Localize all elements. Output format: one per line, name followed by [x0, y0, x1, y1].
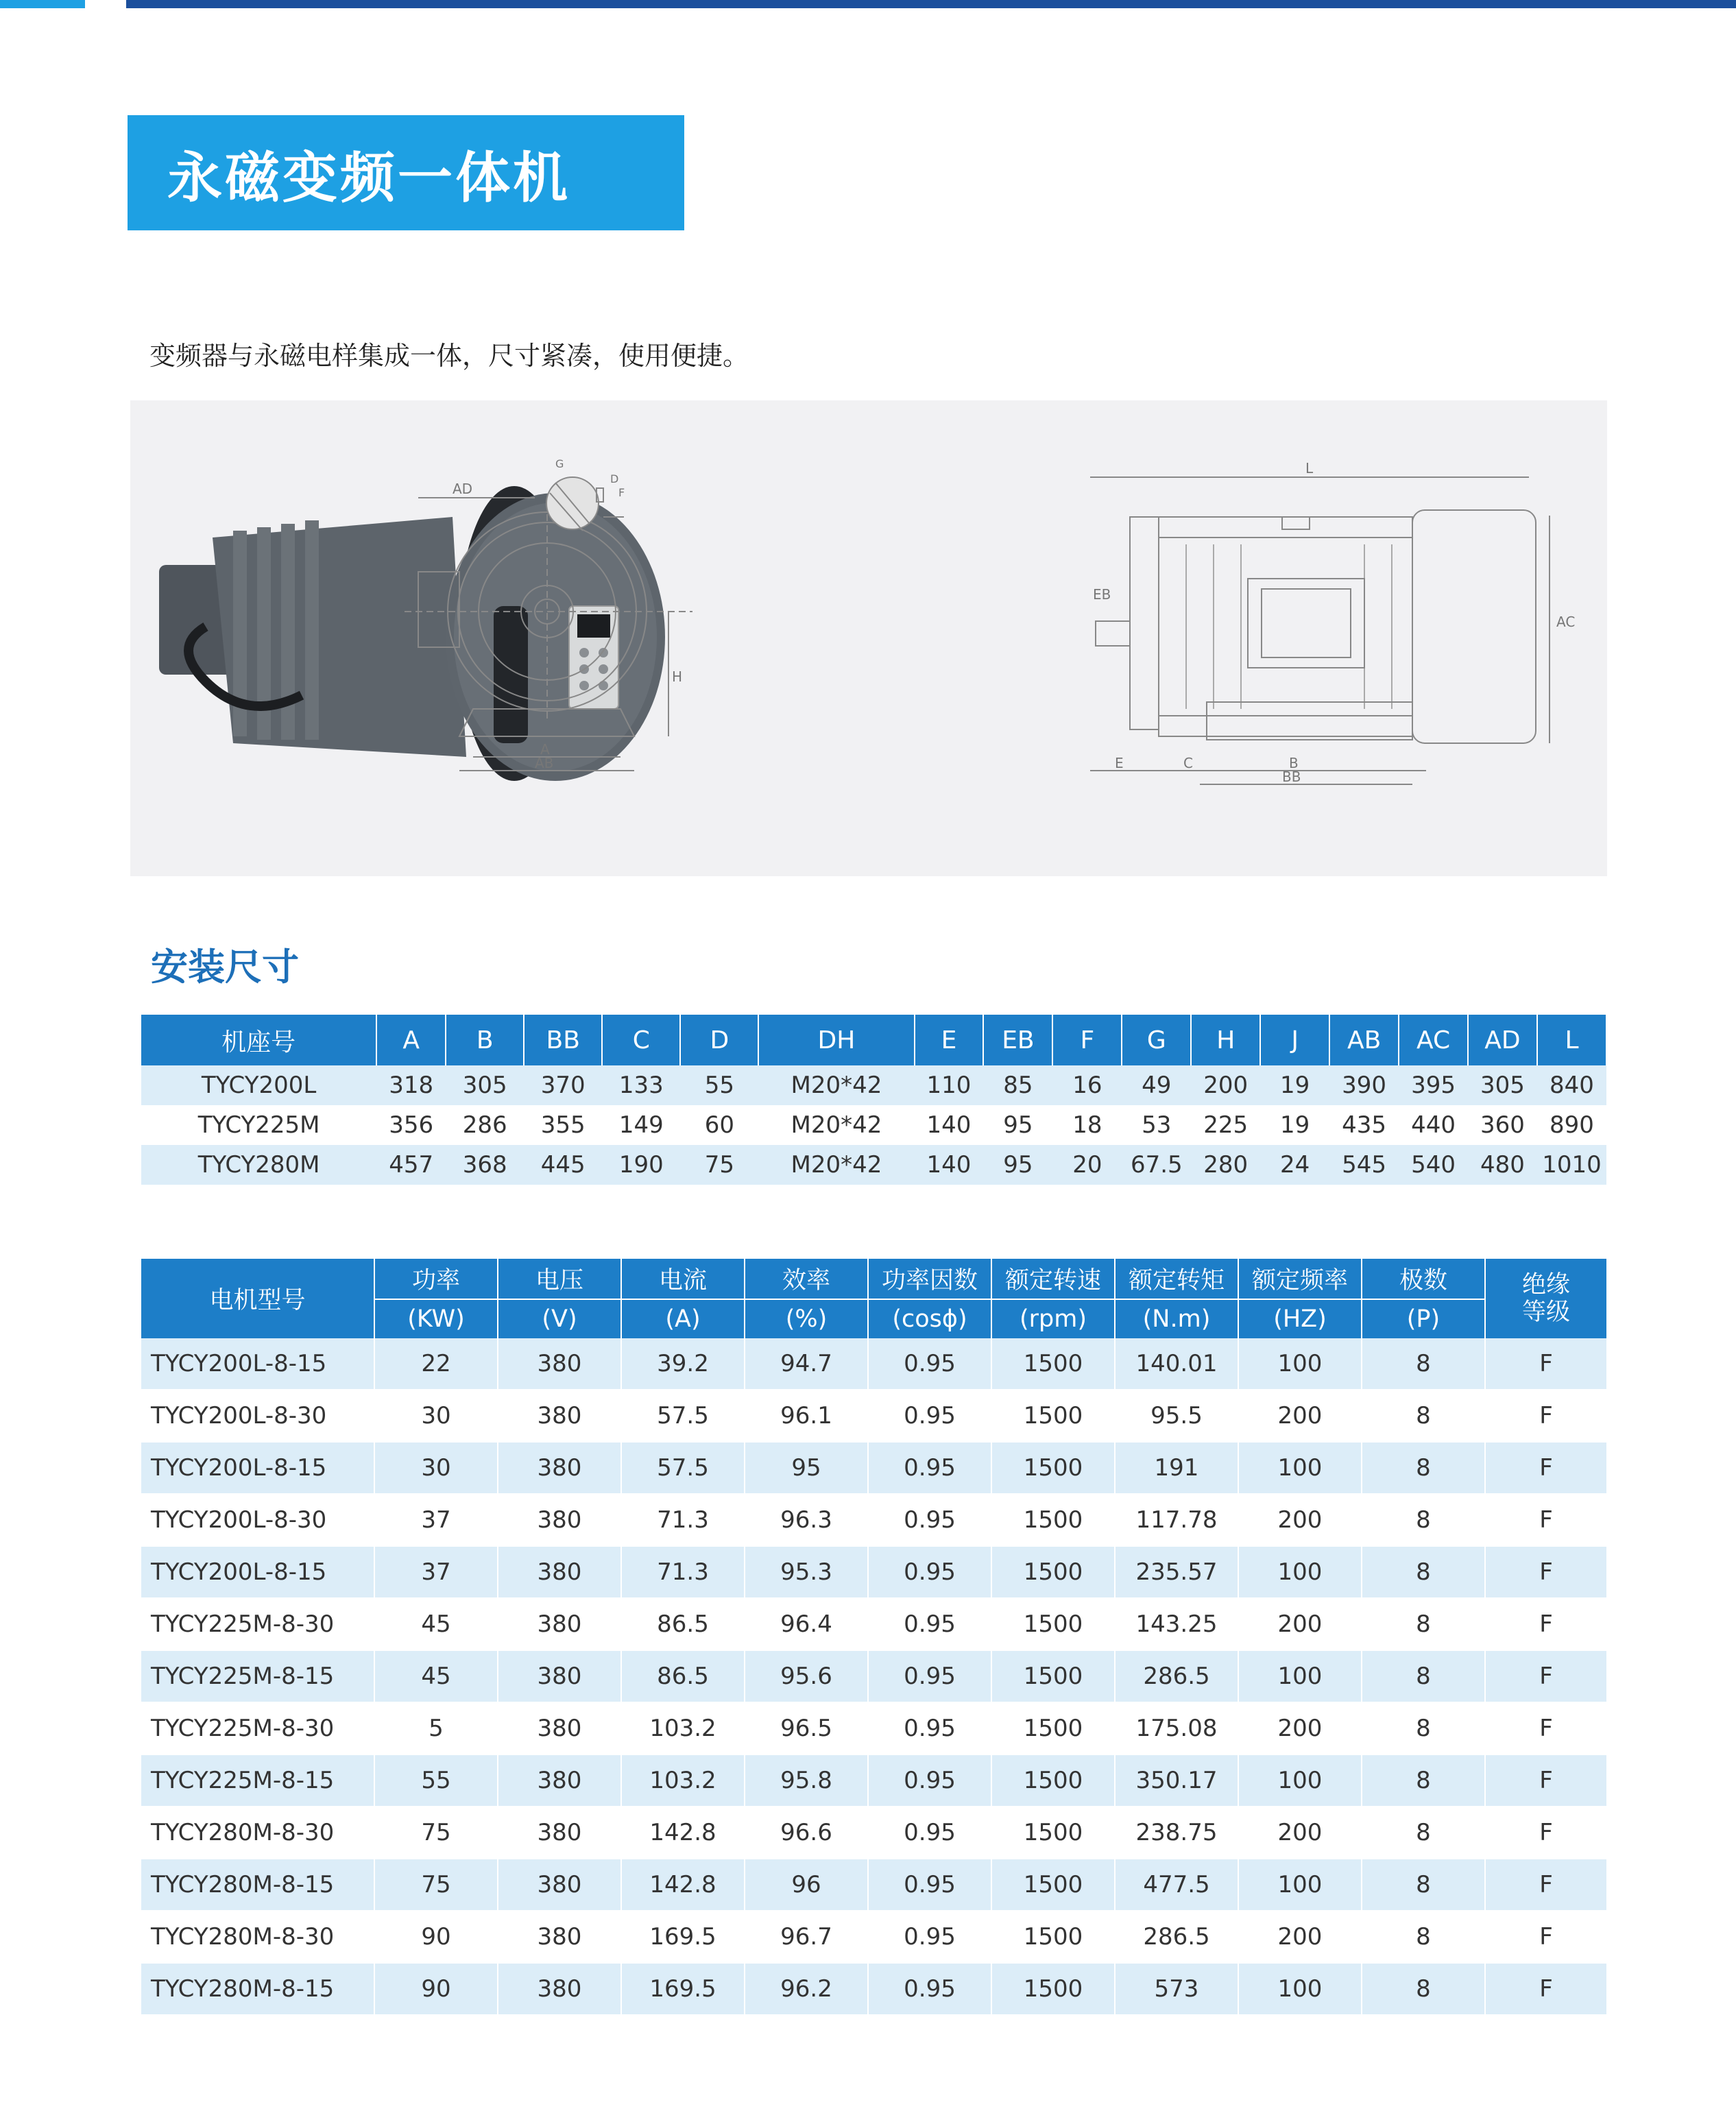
table-cell: 225 — [1203, 1111, 1249, 1139]
table-cell: 1500 — [991, 1338, 1115, 1390]
table-cell: 110 — [915, 1065, 984, 1105]
label-H: H — [672, 668, 683, 685]
table-cell: 24 — [1260, 1145, 1329, 1185]
table-cell: 350.17 — [1115, 1754, 1238, 1807]
table-cell: 0.95 — [868, 1598, 991, 1650]
table-cell: 169.5 — [621, 1911, 745, 1963]
table-cell: F — [1485, 1702, 1607, 1754]
dim-header-cell: EB — [983, 1015, 1052, 1065]
table-row — [141, 1911, 1607, 1963]
table-cell: 45 — [374, 1650, 498, 1702]
table-cell: 305 — [1468, 1065, 1537, 1105]
header-column-unit: (P) — [1362, 1299, 1485, 1338]
label-B: B — [1289, 755, 1299, 771]
model-cell: TYCY225M-8-30 — [141, 1598, 374, 1650]
table-cell: 60 — [704, 1111, 734, 1139]
header-column-unit: (KW) — [374, 1299, 498, 1338]
dim-header-cell: A — [376, 1015, 446, 1065]
table-cell: 75 — [374, 1859, 498, 1911]
table-cell: F — [1485, 1859, 1607, 1911]
table-cell: 1500 — [991, 1546, 1115, 1598]
table-cell: 94.7 — [745, 1338, 868, 1390]
table-cell: 55 — [374, 1754, 498, 1807]
table-cell: 8 — [1362, 1442, 1485, 1494]
table-cell: 1500 — [991, 1807, 1115, 1859]
table-cell: 53 — [1142, 1111, 1172, 1139]
table-cell: 380 — [498, 1494, 621, 1546]
dim-header-cell: B — [446, 1015, 524, 1065]
label-BB: BB — [1282, 769, 1301, 785]
table-cell: F — [1485, 1598, 1607, 1650]
table-row — [141, 1390, 1607, 1442]
dim-header-cell: C — [602, 1015, 680, 1065]
table-cell: TYCY280M — [141, 1145, 376, 1185]
table-row — [141, 1442, 1607, 1494]
table-cell: 37 — [374, 1546, 498, 1598]
table-cell: M20*42 — [758, 1065, 914, 1105]
table-cell: F — [1485, 1754, 1607, 1807]
table-cell: 200 — [1238, 1494, 1362, 1546]
table-cell: 86.5 — [621, 1650, 745, 1702]
table-cell: 200 — [1238, 1390, 1362, 1442]
dim-header-cell: BB — [524, 1015, 602, 1065]
table-cell: 143.25 — [1115, 1598, 1238, 1650]
table-cell: 355 — [540, 1111, 586, 1139]
table-cell: 37 — [374, 1494, 498, 1546]
table-cell: 440 — [1411, 1111, 1456, 1139]
model-cell: TYCY280M-8-15 — [141, 1963, 374, 2015]
table-cell: 0.95 — [868, 1963, 991, 2015]
model-cell: TYCY280M-8-15 — [141, 1859, 374, 1911]
table-row — [141, 1702, 1607, 1754]
product-figure-panel — [130, 400, 1607, 876]
header-column-unit: (V) — [498, 1299, 621, 1338]
table-cell: 95.6 — [745, 1650, 868, 1702]
model-cell: TYCY225M-8-15 — [141, 1650, 374, 1702]
table-cell: 8 — [1362, 1650, 1485, 1702]
table-cell: 0.95 — [868, 1702, 991, 1754]
table-cell: 30 — [374, 1442, 498, 1494]
dim-header-cell: 机座号 — [141, 1015, 376, 1065]
table-row — [141, 1546, 1607, 1598]
table-cell: 140 — [926, 1111, 972, 1139]
specs-table-header-row — [141, 1259, 1607, 1299]
model-cell: TYCY200L-8-30 — [141, 1390, 374, 1442]
model-cell: TYCY225M-8-15 — [141, 1754, 374, 1807]
table-cell: TYCY225M — [197, 1111, 320, 1139]
model-cell: TYCY200L-8-15 — [141, 1442, 374, 1494]
table-cell: 95 — [1003, 1111, 1033, 1139]
table-cell: 0.95 — [868, 1911, 991, 1963]
label-AD: AD — [453, 481, 473, 497]
dim-header-cell: L — [1537, 1015, 1606, 1065]
table-cell: F — [1485, 1963, 1607, 2015]
table-cell: 305 — [446, 1065, 524, 1105]
table-cell: 200 — [1238, 1598, 1362, 1650]
table-cell: 318 — [376, 1065, 446, 1105]
table-row — [141, 1338, 1607, 1390]
table-cell: 8 — [1362, 1390, 1485, 1442]
table-cell: F — [1485, 1650, 1607, 1702]
dim-header-cell: AB — [1329, 1015, 1399, 1065]
table-cell: 0.95 — [868, 1338, 991, 1390]
table-cell: 1500 — [991, 1494, 1115, 1546]
table-cell: F — [1485, 1390, 1607, 1442]
header-column-name: 效率 — [745, 1259, 868, 1299]
table-cell: 380 — [498, 1911, 621, 1963]
label-AC: AC — [1556, 614, 1576, 630]
table-cell: 8 — [1362, 1598, 1485, 1650]
table-cell: 200 — [1191, 1065, 1260, 1105]
table-cell: 0.95 — [868, 1390, 991, 1442]
table-cell: 1500 — [991, 1442, 1115, 1494]
table-cell: 100 — [1238, 1859, 1362, 1911]
table-cell: 96.7 — [745, 1911, 868, 1963]
table-cell: 8 — [1362, 1494, 1485, 1546]
table-cell: 90 — [374, 1911, 498, 1963]
table-cell: 39.2 — [621, 1338, 745, 1390]
dimensions-table — [141, 1015, 1607, 1185]
label-D: D — [610, 472, 619, 485]
table-cell: 573 — [1115, 1963, 1238, 2015]
table-row — [141, 1963, 1607, 2015]
table-cell: 22 — [374, 1338, 498, 1390]
table-cell: 380 — [498, 1598, 621, 1650]
table-cell: 8 — [1362, 1546, 1485, 1598]
table-cell: 140.01 — [1115, 1338, 1238, 1390]
table-row — [141, 1859, 1607, 1911]
table-cell: 96.5 — [745, 1702, 868, 1754]
table-cell: 90 — [374, 1963, 498, 2015]
section-title: 安装尺寸 — [151, 945, 299, 989]
top-header-bar — [126, 0, 1736, 8]
table-cell: 8 — [1362, 1859, 1485, 1911]
table-cell: TYCY200L — [141, 1065, 376, 1105]
table-cell: 175.08 — [1115, 1702, 1238, 1754]
table-cell: 133 — [602, 1065, 680, 1105]
label-A: A — [540, 741, 550, 758]
table-cell: 200 — [1238, 1702, 1362, 1754]
table-cell: 30 — [374, 1390, 498, 1442]
table-cell: M20*42 — [791, 1111, 882, 1139]
specs-table — [141, 1259, 1608, 2016]
table-cell: 95 — [983, 1145, 1052, 1185]
table-cell: 8 — [1362, 1911, 1485, 1963]
header-column-unit: (HZ) — [1238, 1299, 1362, 1338]
table-row — [141, 1598, 1607, 1650]
table-cell: 1500 — [991, 1754, 1115, 1807]
table-cell: 8 — [1362, 1754, 1485, 1807]
dim-header-cell: D — [680, 1015, 758, 1065]
header-column-name: 额定转矩 — [1115, 1259, 1238, 1299]
table-cell: 19 — [1260, 1065, 1329, 1105]
table-cell: 49 — [1122, 1065, 1191, 1105]
table-cell: F — [1485, 1494, 1607, 1546]
table-cell: 96.3 — [745, 1494, 868, 1546]
dim-header-cell: F — [1052, 1015, 1122, 1065]
table-cell: 95.5 — [1115, 1390, 1238, 1442]
table-cell: 100 — [1238, 1338, 1362, 1390]
table-cell: 540 — [1399, 1145, 1468, 1185]
table-cell: 96.1 — [745, 1390, 868, 1442]
table-cell: 103.2 — [621, 1702, 745, 1754]
table-cell: 0.95 — [868, 1650, 991, 1702]
table-cell: 286.5 — [1115, 1650, 1238, 1702]
table-cell: 149 — [618, 1111, 664, 1139]
table-cell: 545 — [1329, 1145, 1399, 1185]
table-cell: 8 — [1362, 1338, 1485, 1390]
top-accent-bar — [0, 0, 85, 8]
header-column-name: 额定频率 — [1238, 1259, 1362, 1299]
table-cell: 18 — [1072, 1111, 1102, 1139]
table-cell: 445 — [524, 1145, 602, 1185]
dim-header-cell: AC — [1399, 1015, 1468, 1065]
table-cell: 75 — [374, 1807, 498, 1859]
table-cell: 280 — [1191, 1145, 1260, 1185]
table-cell: 380 — [498, 1754, 621, 1807]
table-cell: 191 — [1115, 1442, 1238, 1494]
table-cell: 71.3 — [621, 1494, 745, 1546]
table-cell: 100 — [1238, 1650, 1362, 1702]
table-cell: 55 — [680, 1065, 758, 1105]
table-row — [141, 1145, 1606, 1185]
table-cell: 117.78 — [1115, 1494, 1238, 1546]
model-cell: TYCY280M-8-30 — [141, 1807, 374, 1859]
table-cell: 1500 — [991, 1963, 1115, 2015]
table-cell: 86.5 — [621, 1598, 745, 1650]
label-C: C — [1183, 755, 1193, 771]
table-row — [141, 1807, 1607, 1859]
table-cell: 356 — [389, 1111, 434, 1139]
header-column-unit: (A) — [621, 1299, 745, 1338]
dim-header-cell: DH — [758, 1015, 914, 1065]
table-cell: 368 — [446, 1145, 524, 1185]
model-cell: TYCY225M-8-30 — [141, 1702, 374, 1754]
table-cell: 200 — [1238, 1911, 1362, 1963]
table-cell: 103.2 — [621, 1754, 745, 1807]
table-cell: 19 — [1280, 1111, 1310, 1139]
table-cell: 96.4 — [745, 1598, 868, 1650]
table-cell: 380 — [498, 1807, 621, 1859]
dimensions-table-header — [141, 1015, 1606, 1065]
label-AB: AB — [535, 755, 554, 771]
table-cell: 96 — [745, 1859, 868, 1911]
table-cell: F — [1485, 1442, 1607, 1494]
table-cell: 840 — [1537, 1065, 1606, 1105]
table-cell: F — [1485, 1807, 1607, 1859]
table-cell: M20*42 — [758, 1145, 914, 1185]
table-cell: 360 — [1480, 1111, 1525, 1139]
table-cell: 1500 — [991, 1911, 1115, 1963]
table-cell: 75 — [680, 1145, 758, 1185]
label-F: F — [618, 486, 625, 499]
table-cell: 380 — [498, 1442, 621, 1494]
table-row — [141, 1650, 1607, 1702]
table-cell: 380 — [498, 1650, 621, 1702]
table-cell: 96.6 — [745, 1807, 868, 1859]
table-cell: 8 — [1362, 1702, 1485, 1754]
header-column-name: 电流 — [621, 1259, 745, 1299]
table-row — [141, 1754, 1607, 1807]
model-cell: TYCY200L-8-15 — [141, 1546, 374, 1598]
table-cell: 16 — [1052, 1065, 1122, 1105]
label-E: E — [1115, 755, 1124, 771]
model-cell: TYCY200L-8-15 — [141, 1338, 374, 1390]
table-cell: 57.5 — [621, 1442, 745, 1494]
dim-header-cell: E — [915, 1015, 984, 1065]
table-cell: 100 — [1238, 1963, 1362, 2015]
table-cell: 5 — [374, 1702, 498, 1754]
table-cell: 235.57 — [1115, 1546, 1238, 1598]
table-cell: 286.5 — [1115, 1911, 1238, 1963]
table-row — [141, 1105, 1606, 1145]
header-model: 电机型号 — [141, 1259, 374, 1338]
table-cell: 71.3 — [621, 1546, 745, 1598]
table-cell: 100 — [1238, 1442, 1362, 1494]
table-cell: 380 — [498, 1859, 621, 1911]
product-description: 变频器与永磁电样集成一体，尺寸紧凑，使用便捷。 — [149, 341, 749, 371]
table-cell: 0.95 — [868, 1859, 991, 1911]
header-column-unit: (cosϕ) — [868, 1299, 991, 1338]
page-title: 永磁变频一体机 — [128, 115, 684, 230]
table-cell: 380 — [498, 1702, 621, 1754]
table-cell: F — [1485, 1911, 1607, 1963]
table-cell: F — [1485, 1546, 1607, 1598]
table-cell: 380 — [498, 1338, 621, 1390]
table-cell: 142.8 — [621, 1859, 745, 1911]
table-row — [141, 1065, 1606, 1105]
table-cell: 67.5 — [1122, 1145, 1191, 1185]
table-cell: 95.3 — [745, 1546, 868, 1598]
table-cell: 1010 — [1537, 1145, 1606, 1185]
table-cell: 1500 — [991, 1702, 1115, 1754]
table-cell: 380 — [498, 1390, 621, 1442]
header-column-name: 功率 — [374, 1259, 498, 1299]
table-cell: 435 — [1342, 1111, 1387, 1139]
table-cell: 190 — [602, 1145, 680, 1185]
table-cell: 380 — [498, 1546, 621, 1598]
header-insulation-class: 绝缘 等级 — [1485, 1259, 1607, 1338]
table-cell: 890 — [1550, 1111, 1594, 1139]
product-drawings — [130, 400, 1607, 876]
table-cell: 0.95 — [868, 1807, 991, 1859]
table-cell: 200 — [1238, 1807, 1362, 1859]
table-cell: F — [1485, 1338, 1607, 1390]
table-cell: 0.95 — [868, 1754, 991, 1807]
table-cell: 0.95 — [868, 1442, 991, 1494]
table-row — [141, 1494, 1607, 1546]
table-cell: 1500 — [991, 1859, 1115, 1911]
table-cell: 96.2 — [745, 1963, 868, 2015]
table-cell: 480 — [1468, 1145, 1537, 1185]
table-cell: 286 — [462, 1111, 507, 1139]
label-L: L — [1305, 460, 1314, 476]
table-cell: 8 — [1362, 1807, 1485, 1859]
table-cell: 95 — [745, 1442, 868, 1494]
table-cell: 100 — [1238, 1754, 1362, 1807]
table-cell: 169.5 — [621, 1963, 745, 2015]
table-cell: 1500 — [991, 1650, 1115, 1702]
dim-header-cell: J — [1260, 1015, 1329, 1065]
table-cell: 477.5 — [1115, 1859, 1238, 1911]
table-cell: 57.5 — [621, 1390, 745, 1442]
table-cell: 0.95 — [868, 1546, 991, 1598]
header-column-unit: (N.m) — [1115, 1299, 1238, 1338]
model-cell: TYCY200L-8-30 — [141, 1494, 374, 1546]
dim-header-cell: AD — [1468, 1015, 1537, 1065]
table-cell: 20 — [1052, 1145, 1122, 1185]
table-cell: 85 — [983, 1065, 1052, 1105]
table-cell: 142.8 — [621, 1807, 745, 1859]
table-cell: 1500 — [991, 1390, 1115, 1442]
table-cell: 0.95 — [868, 1494, 991, 1546]
table-cell: 100 — [1238, 1546, 1362, 1598]
table-cell: 95.8 — [745, 1754, 868, 1807]
header-column-name: 额定转速 — [991, 1259, 1115, 1299]
header-column-name: 极数 — [1362, 1259, 1485, 1299]
table-cell: 395 — [1399, 1065, 1468, 1105]
dim-header-cell: G — [1122, 1015, 1191, 1065]
table-cell: 140 — [915, 1145, 984, 1185]
table-cell: 238.75 — [1115, 1807, 1238, 1859]
header-column-name: 电压 — [498, 1259, 621, 1299]
header-column-unit: (%) — [745, 1299, 868, 1338]
table-cell: 457 — [376, 1145, 446, 1185]
header-column-unit: (rpm) — [991, 1299, 1115, 1338]
table-cell: 1500 — [991, 1598, 1115, 1650]
table-cell: 8 — [1362, 1963, 1485, 2015]
table-cell: 370 — [524, 1065, 602, 1105]
label-EB: EB — [1093, 586, 1111, 603]
label-G: G — [555, 457, 564, 470]
table-cell: 45 — [374, 1598, 498, 1650]
side-view-drawing — [1090, 460, 1575, 785]
table-cell: 390 — [1329, 1065, 1399, 1105]
header-column-name: 功率因数 — [868, 1259, 991, 1299]
model-cell: TYCY280M-8-30 — [141, 1911, 374, 1963]
dim-header-cell: H — [1191, 1015, 1260, 1065]
table-cell: 380 — [498, 1963, 621, 2015]
